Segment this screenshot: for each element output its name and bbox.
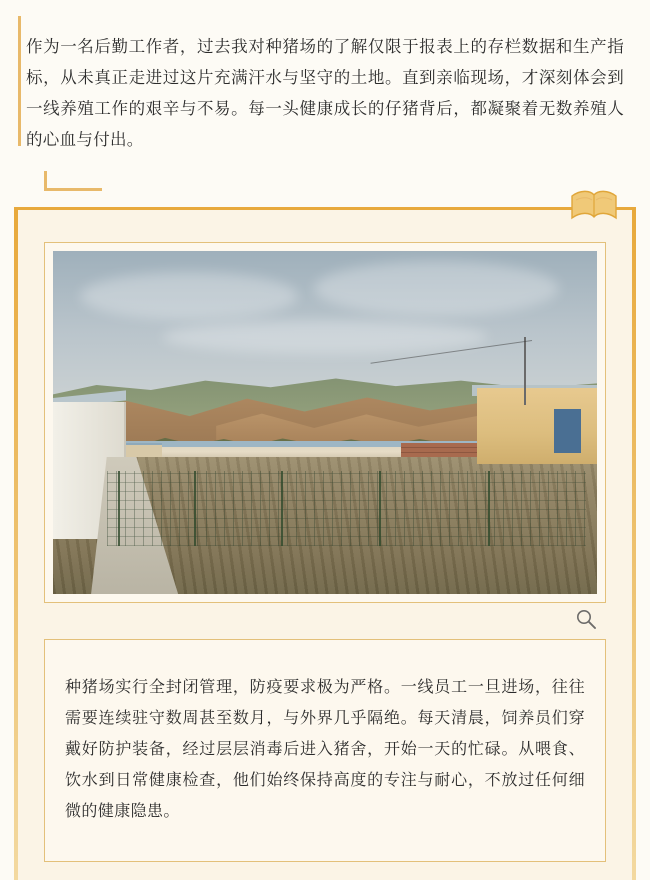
intro-accent-corner bbox=[26, 171, 624, 193]
intro-accent-bar-left bbox=[18, 16, 21, 146]
photo-fence-post bbox=[488, 471, 490, 546]
photo-wire-fence bbox=[107, 471, 586, 546]
photo-barn-door bbox=[554, 409, 581, 454]
body-paragraph: 种猪场实行全封闭管理，防疫要求极为严格。一线员工一旦进场，往往需要连续驻守数周甚至数月，与外界几乎隔绝。每天清晨，饲养员们穿戴好防护装备，经过层层消毒后进入猪舍，开始一天的忙碌。从喂食、饮水到日常健康检查，他们始终保持高度的专注与耐心，不放过任何细微的健康隐患。 bbox=[65, 679, 585, 820]
photo-fence-post bbox=[379, 471, 381, 546]
photo-cloud bbox=[162, 320, 488, 354]
photo-utility-pole bbox=[524, 337, 526, 406]
body-frame bbox=[44, 639, 606, 862]
farm-photograph[interactable] bbox=[53, 251, 597, 594]
intro-paragraph: 作为一名后勤工作者，过去我对种猪场的了解仅限于报表上的存栏数据和生产指标，从未真正走进过这片充满汗水与坚守的土地。直到亲临现场，才深刻体会到一线养殖工作的艰辛与不易。每一头健康成长的仔猪背后，都凝聚着无数养殖人的心血与付出。 bbox=[26, 36, 624, 149]
photo-fence-post bbox=[118, 471, 120, 546]
photo-fence-post bbox=[194, 471, 196, 546]
open-book-icon bbox=[570, 188, 618, 222]
intro-section bbox=[0, 0, 650, 193]
photo-cloud bbox=[314, 261, 559, 316]
content-card bbox=[14, 207, 636, 880]
photo-cloud bbox=[80, 272, 298, 320]
magnifier-icon[interactable] bbox=[575, 608, 597, 630]
photo-frame bbox=[44, 242, 606, 603]
intro-accent-bar-horizontal bbox=[44, 188, 102, 191]
photo-fence-post bbox=[281, 471, 283, 546]
